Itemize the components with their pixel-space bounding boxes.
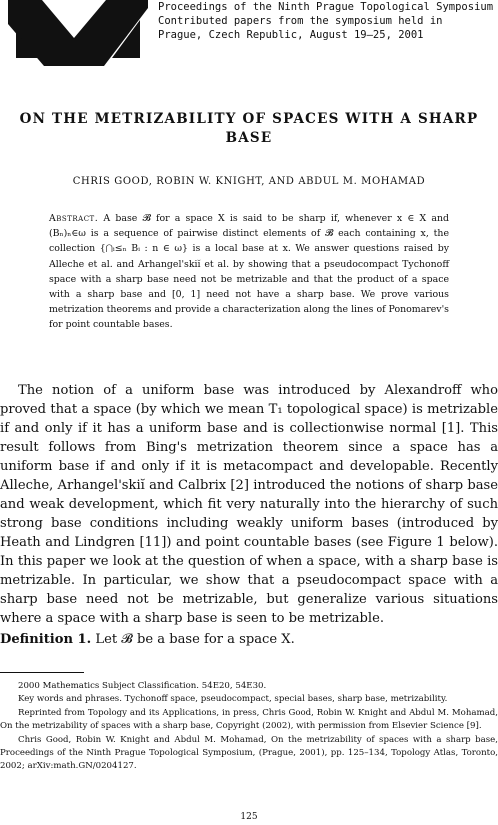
page-number: 125 (240, 812, 258, 822)
footnote-reprint: Reprinted from Topology and its Applications, in press, Chris Good, Robin W. Knight and Abdul M. Mohamad, On the metrizability of spaces with a sharp base, Copyright (2002), with permission from Elsevier Science [9]. (0, 707, 498, 732)
title-line-1: ON THE METRIZABILITY OF SPACES WITH A SHARP (19, 111, 479, 127)
proceedings-line-3: Prague, Czech Republic, August 19–25, 2001 (158, 29, 424, 41)
authors: CHRIS GOOD, ROBIN W. KNIGHT, AND ABDUL M. MOHAMAD (72, 176, 426, 187)
footnote-msc: 2000 Mathematics Subject Classification. 54E20, 54E30. (18, 681, 267, 691)
introduction (0, 381, 498, 628)
paper-title (0, 110, 498, 148)
abstract-text: A base 𝓑 for a space X is said to be sharp if, whenever x ∈ X and (Bₙ)ₙ∈ω is a sequence of pairwise distinct elements of 𝓑 each containing x, the collection {⋂ᵢ≤ₙ Bᵢ : n ∈ ω} is a local base at x. We answer questions raised by Alleche et al. and Arhangel'skiĭ et al. by showing that a pseudocompact Tychonoff space with a sharp base need not be metrizable and that the product of a space with a sharp base and [0, 1] need not have a sharp base. We prove various metrization theorems and provide a characterization along the lines of Ponomarev's for point countable bases. (49, 213, 450, 331)
definition-1 (0, 632, 498, 647)
definition-text: Let 𝓑 be a base for a space X. (95, 632, 295, 647)
definition-label: Definition 1. (0, 632, 92, 647)
footnote-keywords: Key words and phrases. Tychonoff space, pseudocompact, special bases, sharp base, metrizability. (18, 694, 448, 705)
footnotes (0, 680, 498, 774)
intro-paragraph: The notion of a uniform base was introduced by Alexandroff who proved that a space (by which we mean T₁ topological space) is metrizable if and only if it has a uniform base and is collectionwise normal [1]. This result follows from Bing's metrization theorem since a space has a uniform base if and only if it is metacompact and developable. Recently Alleche, Arhangel'skiĭ and Calbrix [2] introduced the notions of sharp base and weak development, which fit very naturally into the hierarchy of such strong base conditions including weakly uniform bases (introduced by Heath and Lindgren [11]) and point countable bases (see Figure 1 below). In this paper we look at the question of when a space, with a sharp base is metrizable. In particular, we show that a pseudocompact space with a sharp base need not be metrizable, but generalize various situations where a space with a sharp base is seen to be metrizable. (0, 383, 498, 626)
title-line-2: BASE (225, 130, 273, 146)
proceedings-line-2: Contributed papers from the symposium held in (158, 15, 443, 27)
abstract-label: Abstract. (49, 213, 99, 224)
footnote-rule (0, 672, 84, 673)
footnote-citation: Chris Good, Robin W. Knight and Abdul M. Mohamad, On the metrizability of spaces with a sharp base, Proceedings of the Ninth Prague Topological Symposium, (Prague, 2001), pp. 125–134, Topology Atlas, Toronto, 2002; arXiv:math.GN/0204127. (0, 734, 498, 772)
proceedings-header (158, 0, 493, 42)
abstract (49, 211, 449, 333)
symposium-logo (8, 0, 148, 66)
proceedings-line-1: Proceedings of the Ninth Prague Topological Symposium (158, 1, 494, 13)
